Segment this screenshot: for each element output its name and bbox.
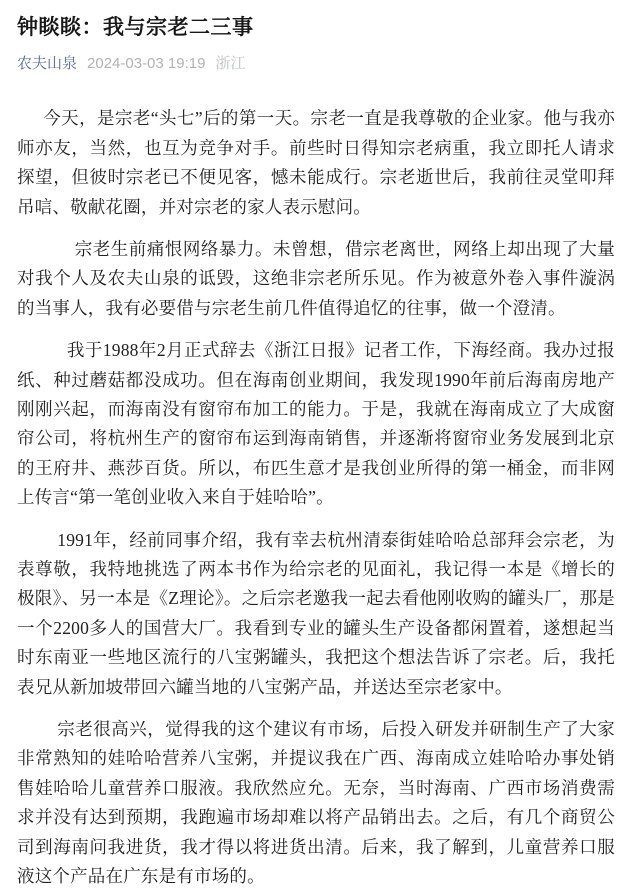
- byline: [17, 54, 615, 74]
- article-body: [17, 104, 615, 891]
- account-link[interactable]: 农夫山泉: [17, 55, 78, 73]
- article-paragraph: 1991年，经前同事介绍，我有幸去杭州清泰街娃哈哈总部拜会宗老，为表尊敬，我特地挑选了两本书作为给宗老的见面礼，我记得一本是《增长的极限》、另一本是《Z理论》。之后宗老邀我一起去看他刚收购的罐头厂，那是一个2200多人的国营大厂。我看到专业的罐头生产设备都闲置着，遂想起当时东南亚一些地区流行的八宝粥罐头，我把这个想法告诉了宗老。后，我托表兄从新加坡带回六罐当地的八宝粥产品，并送达至宗老家中。: [17, 529, 615, 697]
- publish-location: 浙江: [215, 55, 246, 73]
- article-paragraph: 我于1988年2月正式辞去《浙江日报》记者工作，下海经商。我办过报纸、种过蘑菇都没成功。但在海南创业期间，我发现1990年前后海南房地产刚刚兴起，而海南没有窗帘布加工的能力。于是，我就在海南成立了大成窗帘公司，将杭州生产的窗帘布运到海南销售，并逐渐将窗帘业务发展到北京的王府井、燕莎百货。所以，布匹生意才是我创业所得的第一桶金，而非网上传言“第一笔创业收入来自于娃哈哈”。: [17, 340, 615, 508]
- article-paragraph: 宗老很高兴，觉得我的这个建议有市场，后投入研发并研制生产了大家非常熟知的娃哈哈营养八宝粥，并提议我在广西、海南成立娃哈哈办事处销售娃哈哈儿童营养口服液。我欣然应允。无奈，当时海南、广西市场消费需求并没有达到预期，我跑遍市场却难以将产品销出去。之后，有几个商贸公司到海南问我进货，我才得以将进货出清。后来，我了解到，儿童营养口服液这个产品在广东是有市场的。: [17, 719, 615, 887]
- publish-datetime: 2024-03-03 19:19: [87, 55, 206, 73]
- article-header: [17, 14, 615, 74]
- page-title: 钟睒睒：我与宗老二三事: [17, 16, 254, 39]
- article-paragraph: 宗老生前痛恨网络暴力。未曾想，借宗老离世，网络上却出现了大量对我个人及农夫山泉的诋毁，这绝非宗老所乐见。作为被意外卷入事件漩涡的当事人，我有必要借与宗老生前几件值得追忆的往事，做一个澄清。: [17, 238, 615, 318]
- article-paragraph: 今天，是宗老“头七”后的第一天。宗老一直是我尊敬的企业家。他与我亦师亦友，当然，也互为竞争对手。前些时日得知宗老病重，我立即托人请求探望，但彼时宗老已不便见客，憾未能成行。宗老逝世后，我前往灵堂叩拜吊唁、敬献花圈，并对宗老的家人表示慰问。: [17, 108, 615, 217]
